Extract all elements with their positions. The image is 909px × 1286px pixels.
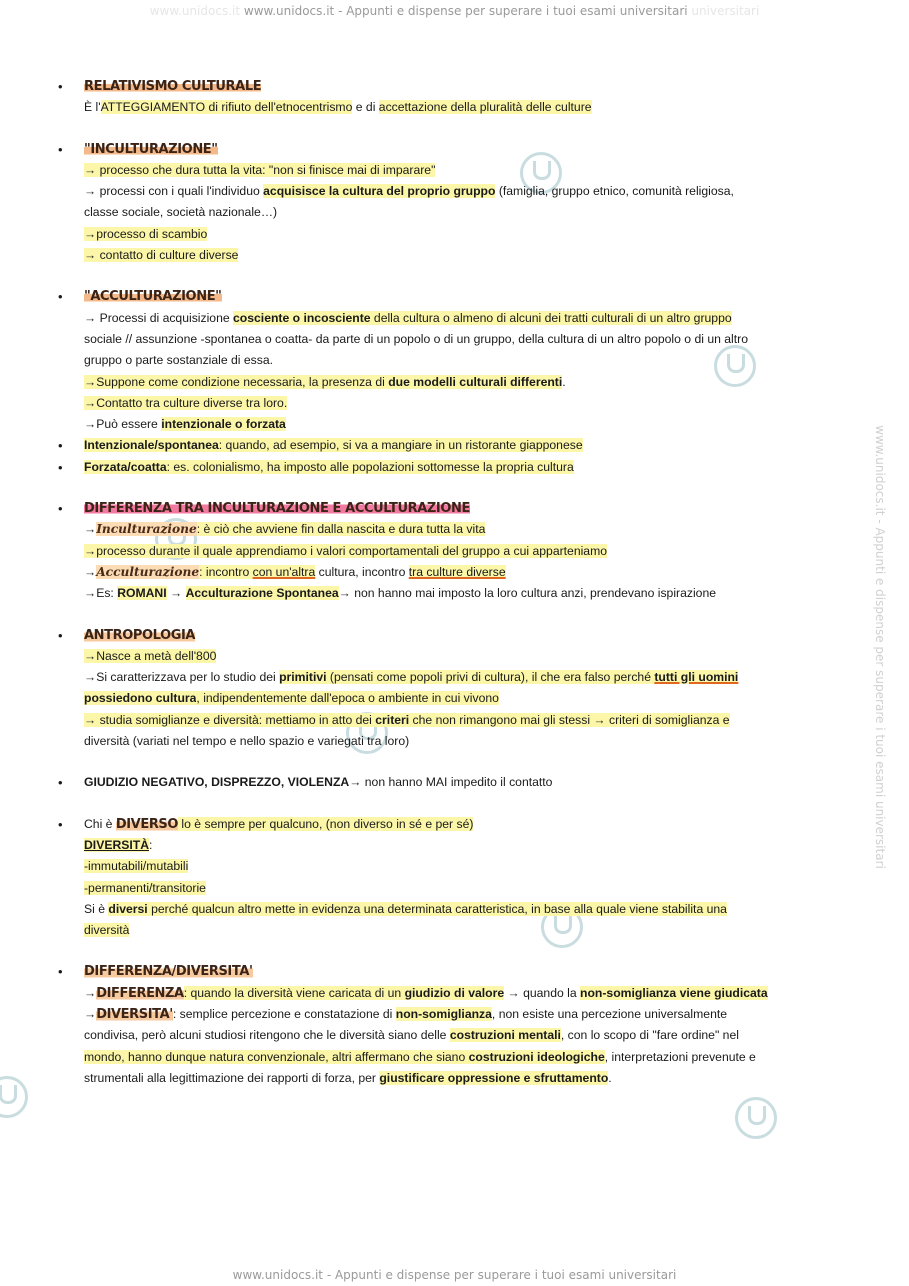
text-span: →Si caratterizzava per lo studio dei [84, 670, 280, 685]
text-span: →Può essere [84, 417, 162, 432]
highlight: → contatto di culture diverse [84, 248, 239, 263]
bullet-icon [58, 772, 63, 794]
highlight: -immutabili/mutabili [84, 859, 189, 874]
highlight: giustificare oppressione e sfruttamento [379, 1070, 609, 1085]
section-differenza-inc-acc [58, 498, 858, 604]
highlight: che non rimangono mai gli stessi → criteri di somiglianza e [409, 712, 730, 727]
highlight: Intenzionale/spontanea [84, 438, 219, 453]
section-giudizio [58, 772, 858, 793]
text-span: → [166, 586, 186, 601]
handwritten-term: DIVERSITA' [96, 1006, 173, 1022]
text-span: →Es: [84, 586, 118, 601]
bullet-icon [58, 498, 63, 520]
highlight: della cultura o almeno di alcuni dei tratti culturali di un altro gruppo [370, 310, 732, 325]
bullet-icon [58, 76, 63, 98]
document-body [58, 76, 858, 1109]
text-span: → [84, 564, 97, 579]
text-line: → processo che dura tutta la vita: "non si finisce mai di imparare" [84, 162, 436, 177]
text-line: diversità (variati nel tempo e nello spazio e variegati tra loro) [84, 734, 410, 749]
text-span: . [608, 1070, 612, 1085]
handwritten-term: DIFFERENZA [96, 985, 184, 1001]
sub-bullet [58, 457, 858, 478]
highlight: ROMANI [117, 586, 167, 601]
highlight: (pensati come popoli privi di cultura), il che era falso perché [326, 670, 655, 685]
section-differenza-diversita [58, 961, 858, 1089]
highlight: cosciente o incosciente [233, 310, 371, 325]
section-diverso [58, 814, 858, 942]
text-span: : semplice percezione e constatazione di [172, 1006, 396, 1021]
text-span: e di [352, 100, 379, 115]
text-span: . [562, 374, 566, 389]
highlight: acquisisce la cultura del proprio gruppo [263, 184, 496, 199]
text-span: , con lo scopo di "fare ordine" nel [560, 1028, 739, 1043]
highlight: perché qualcun altro mette in evidenza una determinata caratteristica, in base alla quale viene stabilita una [147, 901, 727, 916]
section-relativismo [58, 76, 858, 119]
highlight: lo è sempre per qualcuno, (non diverso in sé e per sé) [178, 816, 474, 831]
highlight: →processo durante il quale apprendiamo i valori comportamentali del gruppo a cui apparteniamo [84, 543, 608, 558]
text-span: Chi è [84, 816, 116, 831]
bullet-icon [58, 286, 63, 308]
subheading: DIVERSITÀ [84, 837, 150, 852]
section-acculturazione [58, 286, 858, 478]
highlight: intenzionale o forzata [161, 417, 286, 432]
bullet-icon [58, 457, 63, 479]
header-watermark [0, 4, 909, 18]
highlight: : quando la diversità viene caricata di un [183, 985, 405, 1000]
text-span: , interpretazioni prevenute e [604, 1049, 756, 1064]
text-span: → [84, 985, 97, 1000]
highlight: →Suppone come condizione necessaria, la presenza di [84, 374, 389, 389]
section-title: "INCULTURAZIONE" [84, 141, 218, 157]
bullet-icon [58, 625, 63, 647]
highlight: costruzioni mentali [449, 1028, 561, 1043]
text-span: : [149, 837, 153, 852]
text-span: → non hanno MAI impedito il contatto [349, 775, 553, 790]
text-span: cultura, incontro [315, 564, 409, 579]
highlight: giudizio di valore [404, 985, 505, 1000]
bullet-icon [58, 814, 63, 836]
bullet-icon [58, 435, 63, 457]
highlight: non-somiglianza [395, 1006, 492, 1021]
handwritten-term: Inculturazione [96, 522, 197, 537]
text-span: Si è [84, 901, 109, 916]
text-span: → [84, 522, 97, 537]
watermark-logo-icon [0, 1076, 28, 1118]
text-span: → quando la [504, 985, 581, 1000]
section-title: RELATIVISMO CULTURALE [84, 79, 262, 94]
highlight: primitivi [279, 670, 327, 685]
highlight: → studia somiglianze e diversità: mettiamo in atto dei [84, 712, 376, 727]
highlight: Acculturazione Spontanea [185, 586, 339, 601]
header-ghost: www.unidocs.it [149, 4, 241, 18]
text-span: → Processi di acquisizione [84, 310, 234, 325]
sub-bullet [58, 435, 858, 456]
handwritten-term: DIVERSO [115, 816, 179, 832]
highlight: , indipendentemente dall'epoca o ambiente in cui vivono [196, 691, 499, 706]
highlight: mondo, hanno dunque natura convenzionale, altri affermano che siano [84, 1049, 469, 1064]
text-span: condivisa, però alcuni studiosi ritengono che le diversità siano delle [84, 1028, 450, 1043]
right-side-watermark: www.unidocs.it - Appunti e dispense per superare i tuoi esami universitari [872, 425, 887, 869]
underlined-highlight: tra culture diverse [408, 564, 506, 579]
section-title: ANTROPOLOGIA [84, 627, 196, 643]
text-span: È l' [84, 100, 101, 115]
bullet-icon [58, 139, 63, 161]
text-span: → non hanno mai imposto la loro cultura anzi, prendevano ispirazione [338, 586, 716, 601]
highlight: diversità [84, 923, 130, 938]
highlight: -permanenti/transitorie [84, 880, 206, 895]
highlight: : es. colonialismo, ha imposto alle popolazioni sottomesse la propria cultura [166, 459, 574, 474]
highlight: : è ciò che avviene fin dalla nascita e dura tutta la vita [196, 522, 486, 537]
highlight: possiedono cultura [84, 691, 197, 706]
underlined-highlight: con un'altra [252, 564, 316, 579]
section-title: DIFFERENZA/DIVERSITA' [84, 964, 253, 980]
highlight: : incontro [199, 564, 253, 579]
text-span: , non esiste una percezione universalmente [491, 1006, 728, 1021]
bold-text: GIUDIZIO NEGATIVO, DISPREZZO, VIOLENZA [84, 775, 350, 790]
text-line: sociale // assunzione -spontanea o coatta- da parte di un popolo o di un gruppo, della cultura di un altro popolo o di un altro [84, 331, 748, 346]
highlight: →Contatto tra culture diverse tra loro. [84, 395, 288, 410]
header-text: www.unidocs.it - Appunti e dispense per superare i tuoi esami universitari [243, 4, 688, 18]
bullet-icon [58, 961, 63, 983]
highlight: ATTEGGIAMENTO di rifiuto dell'etnocentrismo [100, 100, 353, 115]
text-span: → processi con i quali l'individuo [84, 184, 264, 199]
section-antropologia [58, 625, 858, 753]
highlight: criteri [375, 712, 410, 727]
text-line: gruppo o parte sostanziale di essa. [84, 353, 274, 368]
text-span: strumentali alla legittimazione dei rapporti di forza, per [84, 1070, 380, 1085]
footer-text: www.unidocs.it - Appunti e dispense per superare i tuoi esami universitari [232, 1268, 677, 1282]
text-span: (famiglia, gruppo etnico, comunità religiosa, [495, 184, 734, 199]
section-inculturazione [58, 139, 858, 267]
highlight: Forzata/coatta [84, 459, 167, 474]
highlight: non-somiglianza viene giudicata [580, 985, 768, 1000]
highlight: →Nasce a metà dell'800 [84, 648, 217, 663]
highlight: accettazione della pluralità delle culture [378, 100, 592, 115]
text-span: → [84, 1006, 97, 1021]
highlight: diversi [108, 901, 148, 916]
highlight: : quando, ad esempio, si va a mangiare in un ristorante giapponese [218, 438, 583, 453]
section-title: "ACCULTURAZIONE" [84, 289, 222, 305]
section-title: DIFFERENZA TRA INCULTURAZIONE E ACCULTURAZIONE [84, 501, 470, 517]
highlight: due modelli culturali differenti [388, 374, 563, 389]
text-line: classe sociale, società nazionale…) [84, 205, 278, 220]
handwritten-term: Acculturazione [96, 564, 200, 579]
header-ghost-right: universitari [691, 4, 760, 18]
highlight: costruzioni ideologiche [468, 1049, 605, 1064]
footer-watermark [0, 1268, 909, 1282]
highlight: →processo di scambio [84, 226, 208, 241]
underlined-highlight: tutti gli uomini [654, 670, 739, 685]
